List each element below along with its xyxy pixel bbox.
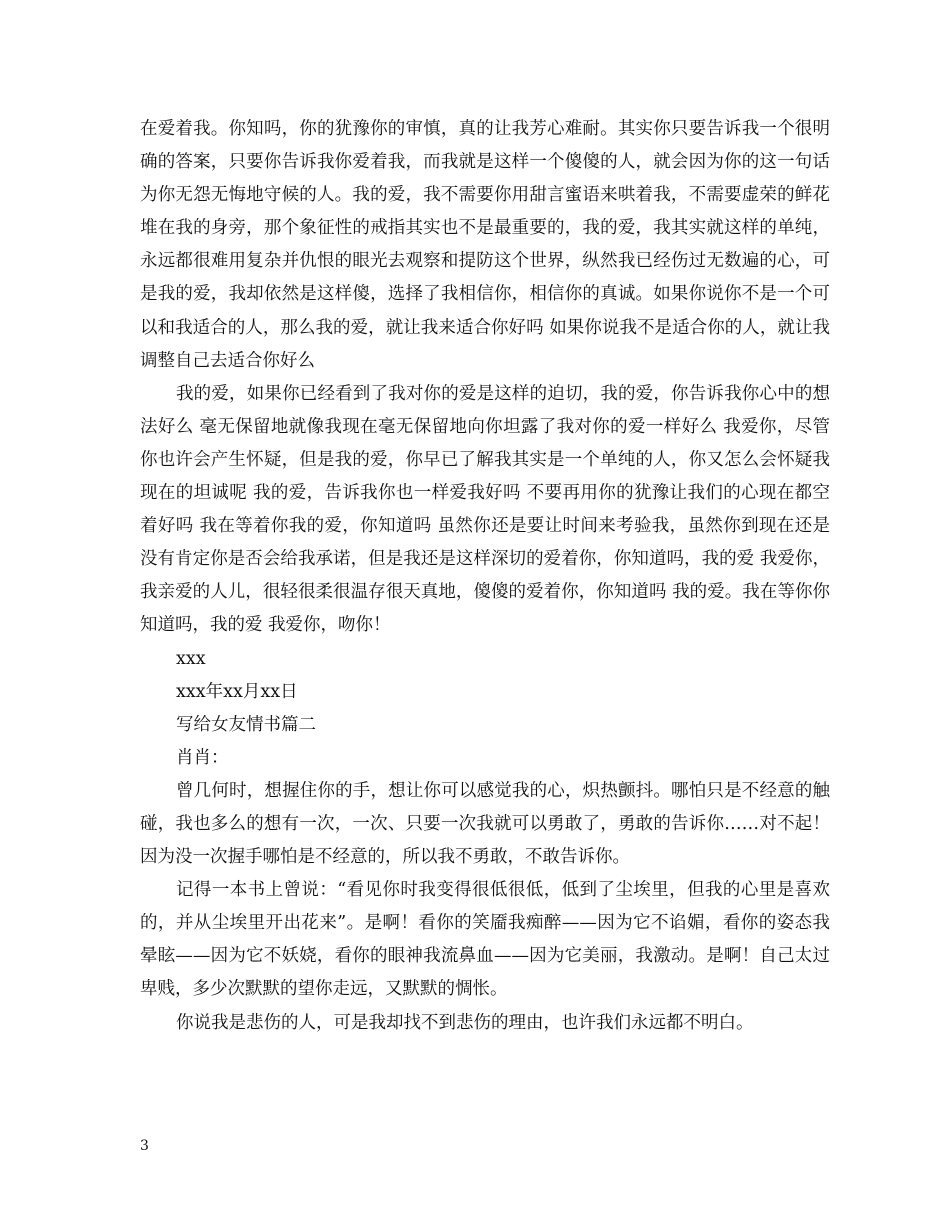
date-line: xxx年xx月xx日 (176, 681, 298, 702)
page-number: 3 (140, 1138, 149, 1154)
paragraph: 曾几何时，想握住你的手，想让你可以感觉我的心，炽热颤抖。哪怕只是不经意的触碰，我也多么的想有一次，一次、只要一次我就可以勇敢了，勇敢的告诉你……对不起！因为没一次握手哪怕是不经意的，所以我不勇敢，不敢告诉你。 (140, 780, 830, 868)
paragraph: 记得一本书上曾说：“看见你时我变得很低很低，低到了尘埃里，但我的心里是喜欢的，并从尘埃里开出花来”。是啊！看你的笑靥我痴醉——因为它不谄媚，看你的姿态我晕眩——因为它不妖娆，看你的眼神我流鼻血——因为它美丽，我激动。是啊！自己太过卑贱，多少次默默的望你走远，又默默的惆怅。 (140, 880, 830, 1000)
paragraph: 你说我是悲伤的人，可是我却找不到悲伤的理由，也许我们永远都不明白。 (176, 1012, 754, 1033)
section-heading: 写给女友情书篇二 (176, 714, 316, 735)
paragraph: 我的爱，如果你已经看到了我对你的爱是这样的迫切，我的爱，你告诉我你心中的想法好么 毫无保留地就像我现在毫无保留地向你坦露了我对你的爱一样好么 我爱你，尽管你也许会产生怀疑，但是我的爱，你早已了解我其实是一个单纯的人，你又怎么会怀疑我现在的坦诚呢 我的爱，告诉我你也一样爱我好吗 不要再用你的犹豫让我们的心现在都空着好吗 我在等着你我的爱，你知道吗 虽然你还是要让时间来考验我，虽然你到现在还是没有肯定你是否会给我承诺，但是我还是这样深切的爱着你，你知道吗，我的爱 我爱你，我亲爱的人儿，很轻很柔很温存很天真地，傻傻的爱着你，你知道吗 我的爱。我在等你你知道吗，我的爱 我爱你，吻你！ (140, 383, 830, 636)
salutation: 肖肖： (176, 747, 229, 768)
paragraph-continued: 在爱着我。你知吗，你的犹豫你的审慎，真的让我芳心难耐。其实你只要告诉我一个很明确的答案，只要你告诉我你爱着我，而我就是这样一个傻傻的人，就会因为你的这一句话为你无怨无悔地守候的人。我的爱，我不需要你用甜言蜜语来哄着我，不需要虚荣的鲜花堆在我的身旁，那个象征性的戒指其实也不是最重要的，我的爱，我其实就这样的单纯，永远都很难用复杂并仇恨的眼光去观察和提防这个世界，纵然我已经伤过无数遍的心，可是我的爱，我却依然是这样傻，选择了我相信你，相信你的真诚。如果你说你不是一个可以和我适合的人，那么我的爱，就让我来适合你好吗 如果你说我不是适合你的人，就让我调整自己去适合你好么 (140, 119, 830, 371)
body-text (140, 113, 830, 1040)
signature: xxx (176, 648, 206, 669)
